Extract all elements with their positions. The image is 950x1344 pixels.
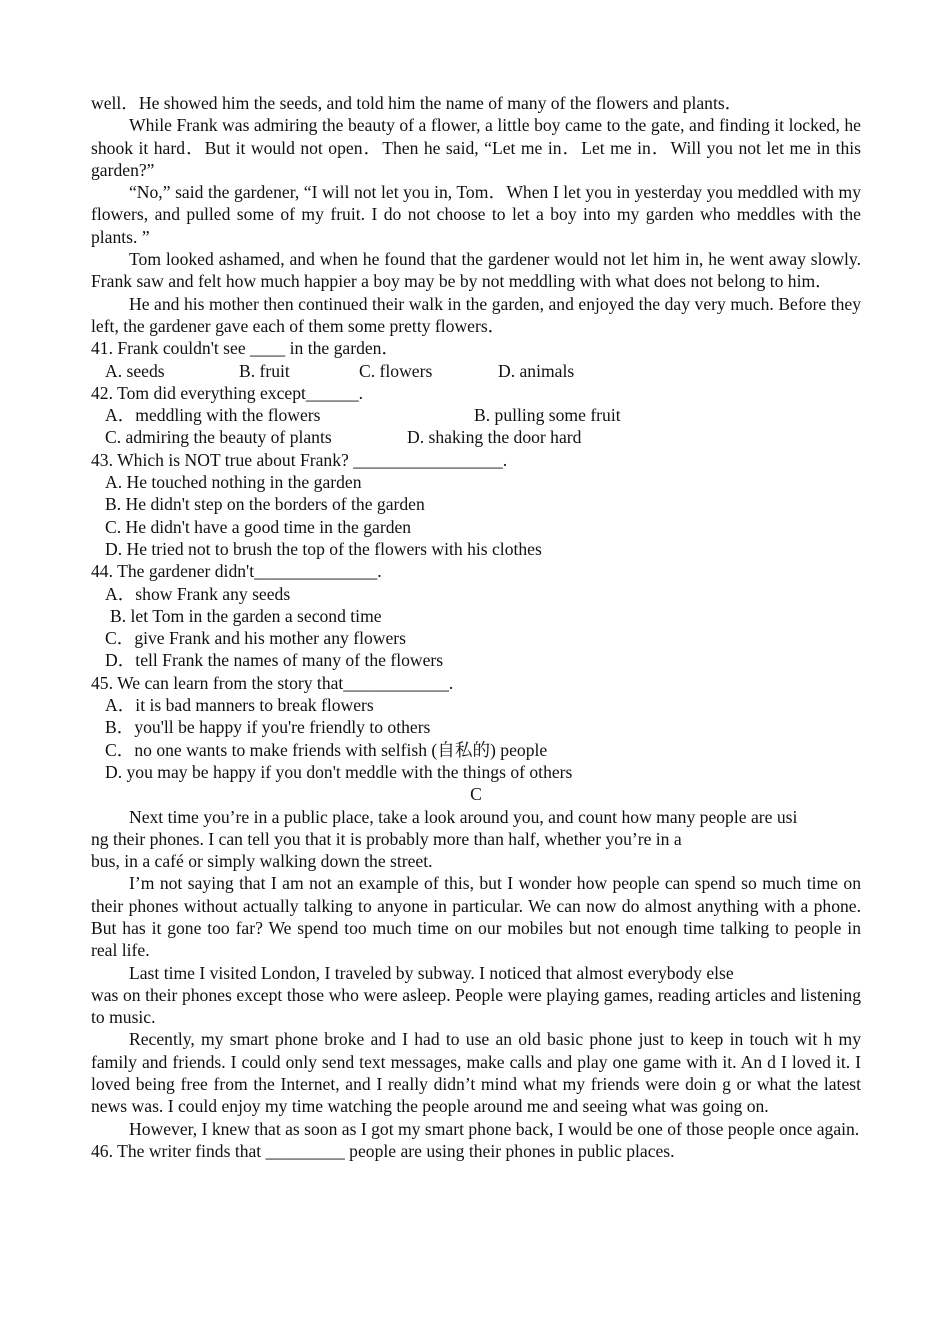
question-45: 45. We can learn from the story that____________. <box>91 672 454 693</box>
option-a: A．show Frank any seeds <box>105 583 291 604</box>
option-a: A. He touched nothing in the garden <box>105 472 362 493</box>
passage-c-paragraph: was on their phones except those who were asleep. People were playing games, reading articles and listening to music. <box>91 984 861 1028</box>
passage-c-paragraph: I’m not saying that I am not an example of this, but I wonder how people can spend so much time on their phones without actually talking to anyone in particular. We can now do almost anything with a phone. But has it gone too far? We spend too much time on our mobiles but not enough time talking to people in real life. <box>91 873 861 961</box>
option-a: A．meddling with the flowers <box>105 405 321 426</box>
option-c: C. flowers <box>359 360 433 381</box>
section-c-heading: C <box>470 784 482 805</box>
passage-b-line: well．He showed him the seeds, and told him the name of many of the flowers and plants． <box>91 93 743 113</box>
passage-b-paragraph: “No,” said the gardener, “I will not let you in, Tom．When I let you in yesterday you meddled with my flowers, and pulled some of my fruit. I do not choose to let a boy into my garden who meddles with the plants. ” <box>91 182 861 247</box>
document-page <box>91 92 861 1162</box>
question-43: 43. Which is NOT true about Frank? _________________. <box>91 449 508 470</box>
question-42-options-row2 <box>91 426 861 448</box>
option-c: C. He didn't have a good time in the garden <box>105 516 412 537</box>
option-b: B. let Tom in the garden a second time <box>110 605 382 626</box>
question-42-options-row1 <box>91 404 861 426</box>
passage-c-line: bus, in a café or simply walking down the street. <box>91 851 433 872</box>
option-b: B. pulling some fruit <box>474 405 621 426</box>
option-b: B. fruit <box>239 360 290 381</box>
passage-c-line: ng their phones. I can tell you that it is probably more than half, whether you’re in a <box>91 828 682 849</box>
option-d: D．tell Frank the names of many of the flowers <box>105 650 444 671</box>
option-a: A．it is bad manners to break flowers <box>105 695 374 716</box>
passage-c-line: Last time I visited London, I traveled by subway. I noticed that almost everybody else <box>129 962 734 983</box>
option-b: B．you'll be happy if you're friendly to others <box>105 717 431 738</box>
option-a: A. seeds <box>105 360 165 381</box>
passage-b-paragraph: Tom looked ashamed, and when he found that the gardener would not let him in, he went away slowly. Frank saw and felt how much happier a boy may be by not meddling with what does not belong to him． <box>91 249 861 292</box>
passage-b-paragraph: He and his mother then continued their walk in the garden, and enjoyed the day very much. Before they left, the gardener gave each of them some pretty flowers． <box>91 293 861 336</box>
option-d: D. shaking the door hard <box>407 427 582 448</box>
passage-c-paragraph: However, I knew that as soon as I got my smart phone back, I would be one of those people once again. <box>129 1118 860 1139</box>
question-44: 44. The gardener didn't______________. <box>91 561 382 582</box>
passage-c-paragraph: Recently, my smart phone broke and I had to use an old basic phone just to keep in touch wit h my family and friends. I could only send text messages, make calls and play one game with it. An d I loved it. I loved being free from the Internet, and I really didn’t mind what my friends were doin g or what the latest news was. I could enjoy my time watching the people around me and seeing what was going on. <box>91 1029 861 1117</box>
question-46: 46. The writer finds that _________ people are using their phones in public places. <box>91 1140 675 1161</box>
option-d: D. animals <box>498 360 575 381</box>
question-41-options <box>91 360 861 382</box>
question-42: 42. Tom did everything except______. <box>91 382 364 403</box>
option-c: C. admiring the beauty of plants <box>105 427 332 448</box>
option-d: D. He tried not to brush the top of the flowers with his clothes <box>105 538 542 559</box>
option-d: D. you may be happy if you don't meddle with the things of others <box>105 761 573 782</box>
passage-b-paragraph: While Frank was admiring the beauty of a flower, a little boy came to the gate, and finding it locked, he shook it hard．But it would not open．Then he said, “Let me in．Let me in．Will you not let me in this garden?” <box>91 115 861 180</box>
passage-c-line: Next time you’re in a public place, take a look around you, and count how many people are usi <box>129 806 798 827</box>
option-b: B. He didn't step on the borders of the garden <box>105 494 425 515</box>
question-41: 41. Frank couldn't see ____ in the garden． <box>91 338 400 359</box>
option-c: C．give Frank and his mother any flowers <box>105 628 406 649</box>
option-c: C．no one wants to make friends with selfish (自私的) people <box>105 739 548 760</box>
